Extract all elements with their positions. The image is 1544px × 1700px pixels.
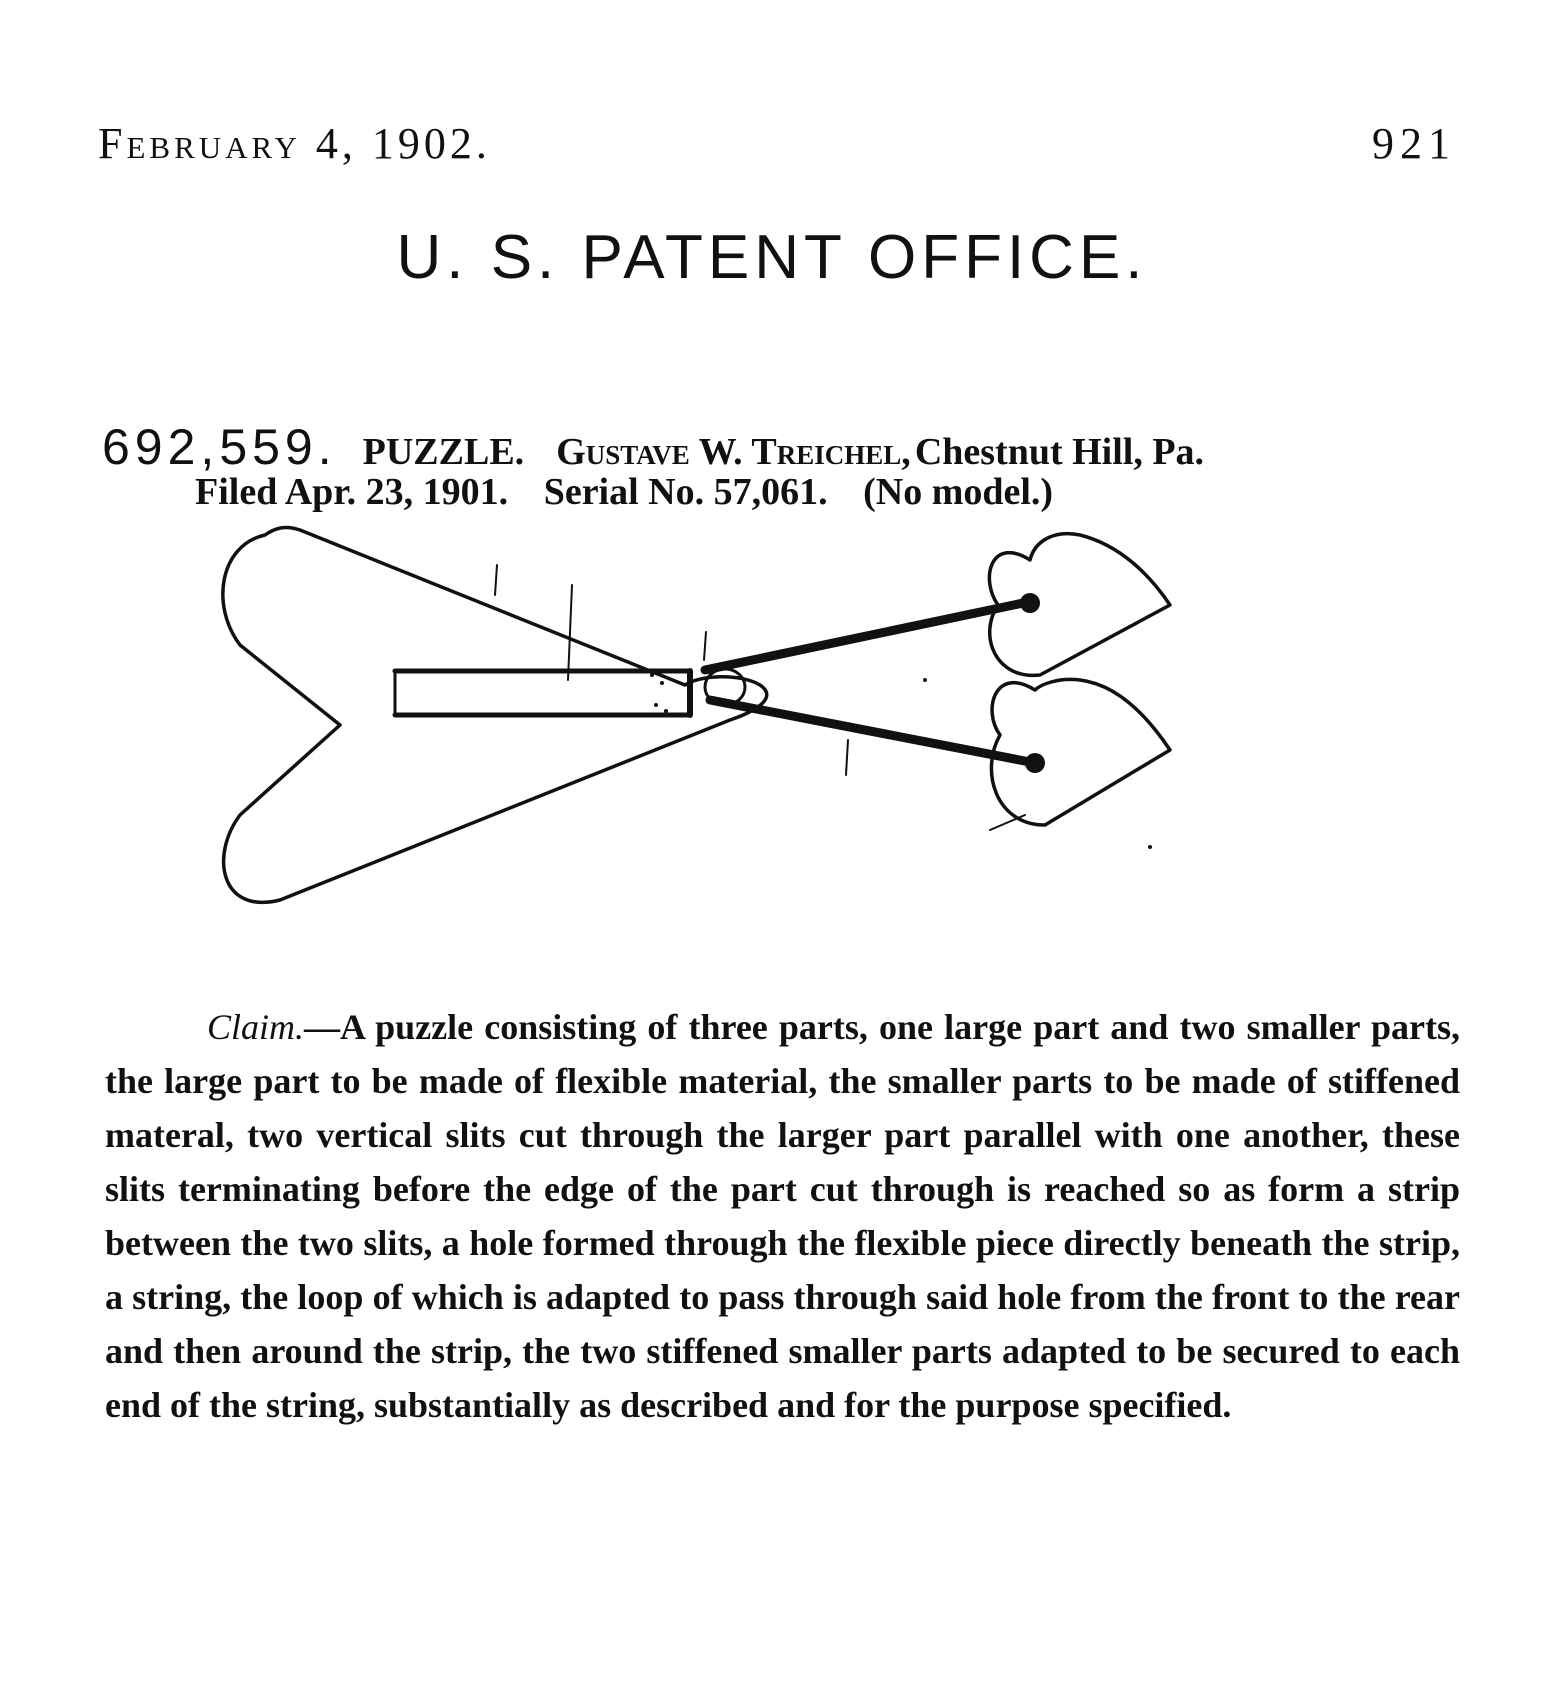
patent-number: 692,559. bbox=[102, 419, 337, 475]
small-heart-lower bbox=[991, 679, 1170, 825]
string-upper bbox=[705, 602, 1028, 670]
inventor-name: Gustave W. Treichel, bbox=[556, 431, 911, 473]
serial-number: Serial No. 57,061. bbox=[543, 471, 828, 513]
claim-text: —A puzzle consisting of three parts, one large part and two smaller parts, the large part to be made of flexible material, the smaller parts to be made of stiffened materal, two vertical slits cut through the larger part parallel with one another, these slits terminating before the edge of the part cut through is reached so as form a strip between the two slits, a hole formed through the flexible piece directly beneath the strip, a string, the loop of which is adapted to pass through said hole from the front to the rear and then around the strip, the two stiffened smaller parts adapted to be secured to each end of the string, substantially as described and for the purpose specified. bbox=[105, 1007, 1460, 1425]
claim-label: Claim. bbox=[207, 1007, 305, 1047]
claim-paragraph bbox=[105, 1000, 1460, 1432]
filed-date: Filed Apr. 23, 1901. bbox=[195, 471, 509, 513]
office-title: U. S. PATENT OFFICE. bbox=[396, 223, 1148, 292]
filing-details bbox=[195, 470, 1079, 514]
publication-date: February 4, 1902. bbox=[98, 119, 491, 168]
patent-title: PUZZLE. bbox=[362, 431, 525, 473]
patent-entry-heading bbox=[102, 418, 1454, 476]
puzzle-drawing bbox=[220, 525, 1300, 995]
string-lower bbox=[710, 700, 1035, 763]
inventor-location: Chestnut Hill, Pa. bbox=[914, 431, 1205, 473]
page-number: 921 bbox=[1372, 119, 1456, 168]
model-note: (No model.) bbox=[863, 471, 1054, 513]
